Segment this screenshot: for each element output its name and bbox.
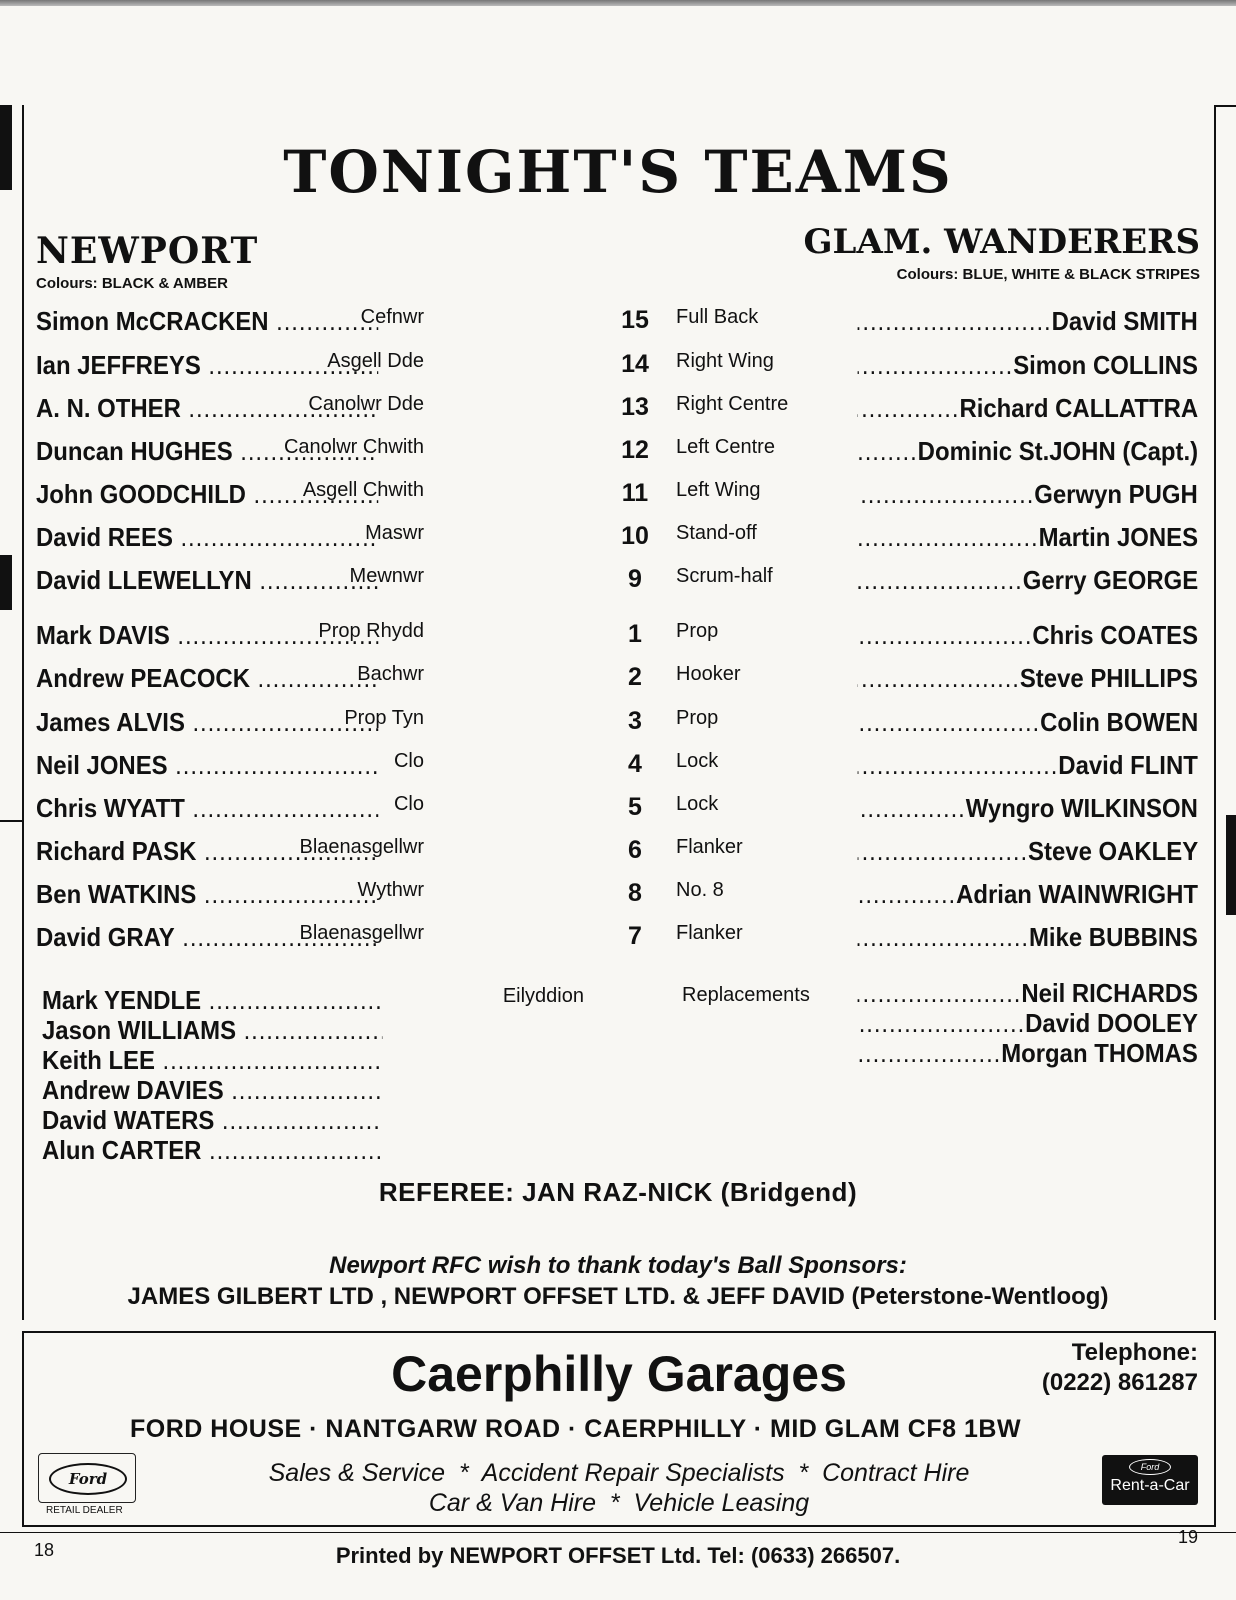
welsh-position: Blaenasgellwr: [299, 836, 424, 858]
welsh-position: Mewnwr: [349, 565, 424, 587]
services-line-2: Car & Van Hire * Vehicle Leasing: [428, 1489, 810, 1517]
company-name: Caerphilly Garages: [391, 1346, 847, 1402]
telephone-label: Telephone:: [1071, 1339, 1198, 1366]
home-player: David LLEWELLYN .....: [36, 565, 378, 596]
position: Full Back: [676, 306, 759, 328]
services-line-1: Sales & Service * Accident Repair Specialists * Contract Hire: [268, 1459, 970, 1487]
home-replacement: Andrew DAVIES .....: [42, 1075, 382, 1105]
lineup-row: [0, 750, 1236, 784]
welsh-position: Cefnwr: [360, 306, 424, 328]
home-player: Andrew PEACOCK .....: [36, 663, 378, 694]
away-player: Simon COLLINS .....: [858, 350, 1198, 381]
shirt-number: 13: [621, 393, 649, 421]
welsh-position: Asgell Chwith: [302, 479, 424, 501]
lineup-row: [0, 306, 1236, 340]
position: Prop: [676, 620, 719, 642]
welsh-position: Asgell Dde: [327, 350, 424, 372]
home-player: James ALVIS .....: [36, 707, 378, 738]
home-replacement: Alun CARTER .....: [42, 1135, 382, 1165]
lineup-row: [0, 436, 1236, 470]
shirt-number: 8: [628, 879, 642, 907]
away-player: Steve PHILLIPS .....: [858, 663, 1198, 694]
home-player: Duncan HUGHES .....: [36, 436, 378, 467]
position: Stand-off: [676, 522, 757, 544]
lineup-row: [0, 620, 1236, 654]
position: Right Wing: [676, 350, 774, 372]
shirt-number: 1: [628, 620, 642, 648]
position: Lock: [676, 750, 719, 772]
away-replacement: Morgan THOMAS .....: [858, 1038, 1198, 1068]
away-replacement: Neil RICHARDS .....: [858, 978, 1198, 1008]
ford-mini-oval-icon: Ford: [1129, 1459, 1171, 1475]
ford-dealer-logo: [38, 1453, 136, 1503]
welsh-position: Clo: [393, 750, 424, 772]
lineup-row: [0, 836, 1236, 870]
shirt-number: 9: [628, 565, 642, 593]
welsh-position: Prop Tyn: [344, 707, 424, 729]
home-replacement: Mark YENDLE .....: [42, 985, 382, 1015]
away-player: Richard CALLATTRA .....: [858, 393, 1198, 424]
telephone-number: (0222) 861287: [1041, 1369, 1198, 1396]
away-player: Adrian WAINWRIGHT .....: [858, 879, 1198, 910]
away-player: David FLINT .....: [858, 750, 1198, 781]
home-player: Mark DAVIS .....: [36, 620, 378, 651]
position: Scrum-half: [676, 565, 773, 587]
welsh-position: Maswr: [365, 522, 424, 544]
shirt-number: 14: [621, 350, 649, 378]
away-player: Martin JONES .....: [858, 522, 1198, 553]
welsh-position: Bachwr: [357, 663, 424, 685]
shirt-number: 15: [621, 306, 649, 334]
top-edge: [0, 0, 1236, 6]
away-team-name: GLAM. WANDERERS: [803, 222, 1200, 262]
away-player: David SMITH .....: [858, 306, 1198, 337]
position: Flanker: [676, 922, 743, 944]
away-player: Dominic St.JOHN (Capt.) .....: [858, 436, 1198, 467]
away-player: Chris COATES .....: [858, 620, 1198, 651]
shirt-number: 12: [621, 436, 649, 464]
home-team-colours: Colours: BLACK & AMBER: [36, 275, 228, 292]
home-player: A. N. OTHER .....: [36, 393, 378, 424]
away-player: Gerwyn PUGH .....: [858, 479, 1198, 510]
lineup-row: [0, 879, 1236, 913]
home-player: Richard PASK .....: [36, 836, 378, 867]
referee: REFEREE: JAN RAZ-NICK (Bridgend): [378, 1177, 858, 1207]
sponsors: JAMES GILBERT LTD , NEWPORT OFFSET LTD. & JEFF DAVID (Peterstone-Wentloog): [127, 1283, 1109, 1310]
shirt-number: 6: [628, 836, 642, 864]
home-replacement: Keith LEE .....: [42, 1045, 382, 1075]
home-player: Simon McCRACKEN .....: [36, 306, 378, 337]
home-player: John GOODCHILD .....: [36, 479, 378, 510]
position: Left Centre: [676, 436, 775, 458]
position: Left Wing: [676, 479, 761, 501]
welsh-position: Clo: [393, 793, 424, 815]
welsh-position: Wythwr: [357, 879, 424, 901]
lineup-row: [0, 479, 1236, 513]
away-player: Steve OAKLEY .....: [858, 836, 1198, 867]
home-replacement: Jason WILLIAMS .....: [42, 1015, 382, 1045]
lineup-row: [0, 707, 1236, 741]
printer-credit: Printed by NEWPORT OFFSET Ltd. Tel: (0633) 266507.: [335, 1543, 901, 1568]
shirt-number: 7: [628, 922, 642, 950]
home-replacement: David WATERS .....: [42, 1105, 382, 1135]
bottom-rule: [0, 1532, 1236, 1533]
replacements-label: Replacements: [682, 984, 810, 1006]
address: FORD HOUSE · NANTGARW ROAD · CAERPHILLY · MID GLAM CF8 1BW: [130, 1415, 1022, 1443]
lineup-row: [0, 565, 1236, 599]
welsh-position: Canolwr Dde: [308, 393, 424, 415]
shirt-number: 3: [628, 707, 642, 735]
position: Lock: [676, 793, 719, 815]
welsh-position: Prop Rhydd: [318, 620, 424, 642]
position: No. 8: [676, 879, 724, 901]
lineup-row: [0, 350, 1236, 384]
home-player: Chris WYATT .....: [36, 793, 378, 824]
away-team-colours: Colours: BLUE, WHITE & BLACK STRIPES: [896, 266, 1200, 283]
lineup-row: [0, 393, 1236, 427]
shirt-number: 2: [628, 663, 642, 691]
rent-a-car-label: Rent-a-Car: [1110, 1477, 1190, 1494]
away-player: Mike BUBBINS .....: [858, 922, 1198, 953]
sponsors-intro: Newport RFC wish to thank today's Ball Sponsors:: [329, 1252, 907, 1279]
ford-oval-icon: Ford: [49, 1463, 127, 1495]
shirt-number: 4: [628, 750, 642, 778]
lineup-row: [0, 663, 1236, 697]
welsh-position: Canolwr Chwith: [283, 436, 424, 458]
sponsor-advert: [22, 1331, 1216, 1527]
away-player: Wyngro WILKINSON .....: [858, 793, 1198, 824]
home-team-name: NEWPORT: [36, 230, 259, 272]
home-player: David GRAY .....: [36, 922, 378, 953]
shirt-number: 5: [628, 793, 642, 821]
page-number-right: 19: [1177, 1527, 1198, 1547]
home-player: David REES .....: [36, 522, 378, 553]
position: Hooker: [676, 663, 741, 685]
rent-a-car-logo: [1102, 1455, 1198, 1505]
away-player: Colin BOWEN .....: [858, 707, 1198, 738]
shirt-number: 10: [621, 522, 649, 550]
away-replacement: David DOOLEY .....: [858, 1008, 1198, 1038]
position: Prop: [676, 707, 719, 729]
right-top-rule: [1214, 105, 1236, 107]
lineup-row: [0, 922, 1236, 956]
lineup-row: [0, 793, 1236, 827]
away-player: Gerry GEORGE .....: [858, 565, 1198, 596]
retail-dealer-label: RETAIL DEALER: [46, 1505, 123, 1516]
welsh-position: Blaenasgellwr: [299, 922, 424, 944]
home-player: Neil JONES .....: [36, 750, 378, 781]
replacements-welsh-label: Eilyddion: [502, 985, 584, 1007]
position: Flanker: [676, 836, 743, 858]
shirt-number: 11: [621, 479, 649, 507]
lineup-row: [0, 522, 1236, 556]
page-title: TONIGHT'S TEAMS: [283, 138, 953, 206]
home-player: Ben WATKINS .....: [36, 879, 378, 910]
position: Right Centre: [676, 393, 789, 415]
home-player: Ian JEFFREYS .....: [36, 350, 378, 381]
page-number-left: 18: [34, 1540, 55, 1560]
